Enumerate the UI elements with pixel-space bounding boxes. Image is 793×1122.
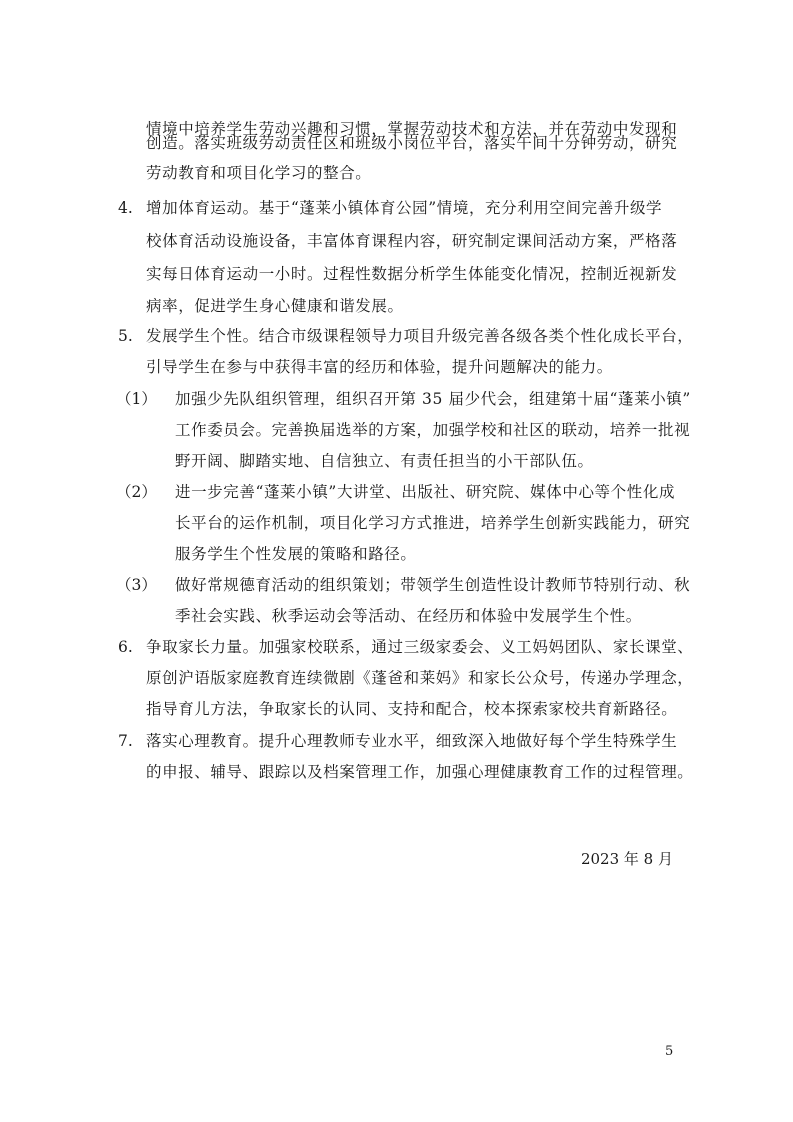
intro-line-1: 情境中培养学生劳动兴趣和习惯，掌握劳动技术和方法，并在劳动中发现和 (146, 120, 678, 138)
item-6-line-1: 争取家长力量。加强家校联系，通过三级家委会、义工妈妈团队、家长课堂、 (146, 638, 694, 656)
sub-1-marker: （1） (116, 390, 157, 408)
item-6-line-3: 指导育儿方法，争取家长的认同、支持和配合，校本探索家校共育新路径。 (146, 700, 678, 718)
item-5-line-2: 引导学生在参与中获得丰富的经历和体验，提升问题解决的能力。 (146, 358, 613, 376)
page-number: 5 (665, 1044, 674, 1059)
item-4-marker: 4. (118, 199, 133, 217)
sub-2-line-2: 长平台的运作机制，项目化学习方式推进，培养学生创新实践能力，研究 (175, 514, 691, 532)
document-date: 2023 年 8 月 (580, 850, 673, 868)
item-5-line-1: 发展学生个性。结合市级课程领导力项目升级完善各级各类个性化成长平台， (146, 327, 694, 345)
item-6-marker: 6. (118, 638, 133, 656)
item-7-line-1: 落实心理教育。提升心理教师专业水平，细致深入地做好每个学生特殊学生 (146, 732, 678, 750)
intro-line-2: 创造。落实班级劳动责任区和班级小岗位平台，落实午间十分钟劳动，研究 (146, 134, 678, 152)
item-4-line-3: 实每日体育运动一小时。过程性数据分析学生体能变化情况，控制近视新发 (146, 265, 678, 283)
sub-1-line-3: 野开阔、脚踏实地、自信独立、有责任担当的小干部队伍。 (175, 452, 594, 470)
sub-1-line-1: 加强少先队组织管理，组织召开第 35 届少代会，组建第十届“蓬莱小镇” (175, 390, 691, 408)
item-7-marker: 7. (118, 732, 133, 750)
item-6-line-2: 原创沪语版家庭教育连续微剧《蓬爸和莱妈》和家长公众号，传递办学理念， (146, 669, 694, 687)
sub-1-line-2: 工作委员会。完善换届选举的方案，加强学校和社区的联动，培养一批视 (175, 421, 691, 439)
sub-2-line-3: 服务学生个性发展的策略和路径。 (175, 545, 417, 563)
sub-3-line-2: 季社会实践、秋季运动会等活动、在经历和体验中发展学生个性。 (175, 607, 642, 625)
sub-2-line-1: 进一步完善“蓬莱小镇”大讲堂、出版社、研究院、媒体中心等个性化成 (175, 483, 676, 501)
sub-3-marker: （3） (116, 576, 157, 594)
intro-line-3: 劳动教育和项目化学习的整合。 (146, 164, 372, 182)
item-4-line-1: 增加体育运动。基于“蓬莱小镇体育公园”情境，充分利用空间完善升级学 (146, 199, 663, 217)
item-7-line-2: 的申报、辅导、跟踪以及档案管理工作，加强心理健康教育工作的过程管理。 (146, 763, 694, 781)
sub-2-marker: （2） (116, 483, 157, 501)
item-4-line-4: 病率，促进学生身心健康和谐发展。 (146, 297, 404, 315)
item-5-marker: 5. (118, 327, 133, 345)
sub-3-line-1: 做好常规德育活动的组织策划；带领学生创造性设计教师节特别行动、秋 (175, 576, 691, 594)
item-4-line-2: 校体育活动设施设备，丰富体育课程内容，研究制定课间活动方案，严格落 (146, 232, 678, 250)
